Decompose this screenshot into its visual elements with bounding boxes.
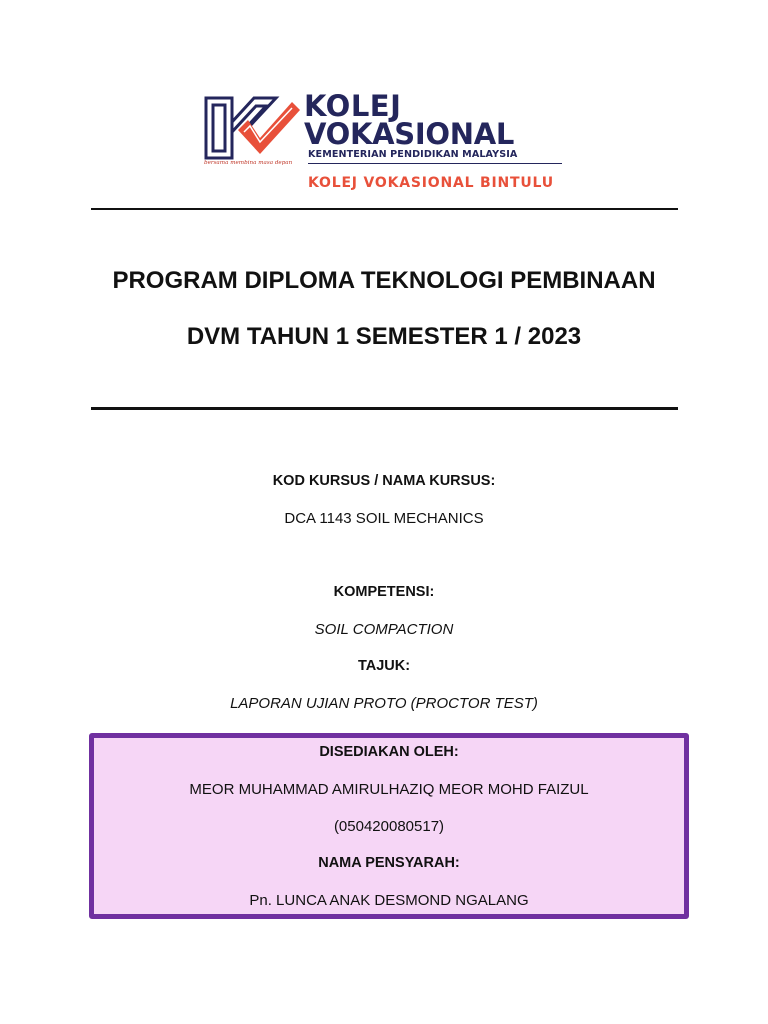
course-label: KOD KURSUS / NAMA KURSUS: <box>272 473 496 489</box>
program-title: PROGRAM DIPLOMA TEKNOLOGI PEMBINAAN <box>112 267 656 294</box>
kv-emblem-icon <box>204 96 300 160</box>
topic-label: TAJUK: <box>357 658 411 674</box>
lecturer-label: NAMA PENSYARAH: <box>318 855 460 871</box>
logo-campus-text: KOLEJ VOKASIONAL BINTULU <box>308 175 554 191</box>
program-session: DVM TAHUN 1 SEMESTER 1 / 2023 <box>186 323 582 350</box>
top-divider <box>91 208 678 210</box>
college-logo <box>204 89 566 196</box>
logo-vokasional-text: VOKASIONAL <box>304 117 515 151</box>
logo-divider <box>308 163 562 164</box>
logo-tagline: bersama membina masa depan <box>204 160 293 166</box>
lecturer-name: Pn. LUNCA ANAK DESMOND NGALANG <box>249 892 529 909</box>
competency-value: SOIL COMPACTION <box>314 621 454 638</box>
middle-divider <box>91 407 678 410</box>
preparer-label: DISEDIAKAN OLEH: <box>319 744 459 760</box>
logo-kolej-text: KOLEJ <box>304 89 402 123</box>
preparer-id: (050420080517) <box>333 818 445 835</box>
competency-label: KOMPETENSI: <box>333 584 435 600</box>
preparer-name: MEOR MUHAMMAD AMIRULHAZIQ MEOR MOHD FAIZUL <box>189 781 589 798</box>
course-value: DCA 1143 SOIL MECHANICS <box>284 510 484 527</box>
prepared-by-box <box>89 733 689 919</box>
topic-value: LAPORAN UJIAN PROTO (PROCTOR TEST) <box>230 695 538 712</box>
logo-ministry-text: KEMENTERIAN PENDIDIKAN MALAYSIA <box>308 149 518 160</box>
